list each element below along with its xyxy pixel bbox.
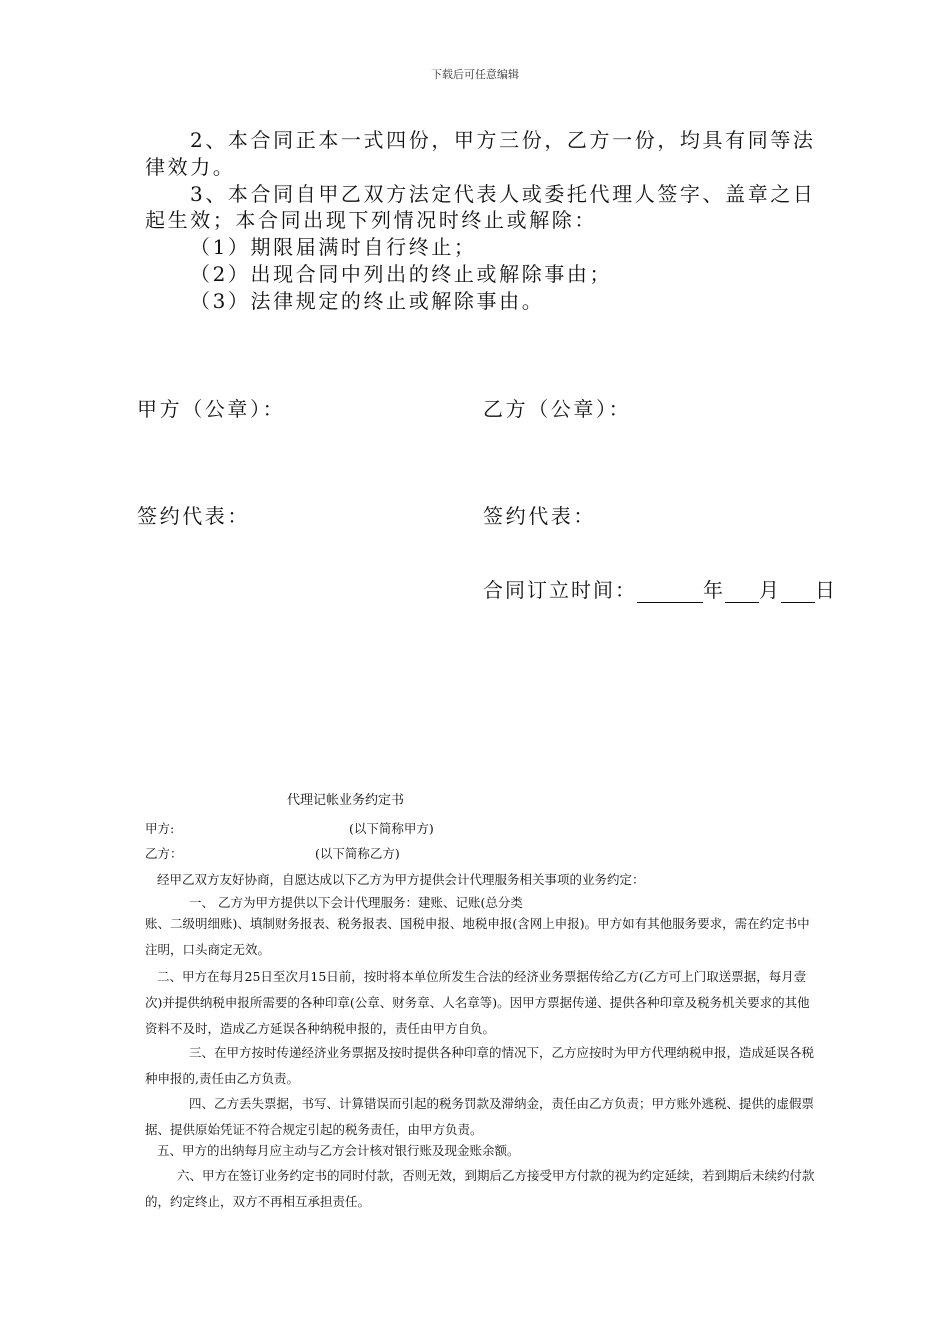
page-header: 下载后可任意编辑 [431,68,519,81]
agreement-clause-6: 六、甲方在签订业务约定书的同时付款，否则无效，到期后乙方接受甲方付款的视为约定延续，若到期后未续约付款的，约定终止，双方不再相互承担责任。 [145,1168,815,1209]
agreement-clause-1-continued: 账、二级明细账)、填制财务报表、税务报表、国税申报、地税申报(含网上申报)。甲方如有其他服务要求，需在约定书中注明，口头商定无效。 [145,916,810,957]
clause-2-line-2: 律效力。 [145,155,236,179]
year-blank[interactable] [637,582,703,603]
contract-date-line [483,574,837,603]
agreement-title: 代理记帐业务约定书 [287,793,405,808]
agreement-party-a-label: 甲方: [145,821,175,836]
clause-3-item-1: （1）期限届满时自行终止； [190,235,477,259]
agreement-party-b-note: (以下简称乙方) [315,846,400,861]
clause-3-item-2: （2）出现合同中列出的终止或解除事由； [190,262,613,286]
agreement-clause-1-first-line: 一、 乙方为甲方提供以下会计代理服务：建账、记账(总分类 [189,895,523,910]
contract-date-label: 合同订立时间： [483,578,637,602]
party-a-representative-label: 签约代表： [137,504,250,528]
agreement-intro: 经甲乙双方友好协商，自愿达成以下乙方为甲方提供会计代理服务相关事项的业务约定： [157,872,645,887]
day-unit: 日 [815,578,837,602]
year-unit: 年 [703,578,725,602]
party-a-seal-label: 甲方（公章）： [137,397,286,421]
month-blank[interactable] [725,582,759,603]
agreement-clause-5: 五、甲方的出纳每月应主动与乙方会计核对银行账及现金账余额。 [157,1143,520,1158]
clause-3-line-1: 3、本合同自甲乙双方法定代表人或委托代理人签字、盖章之日 [190,182,816,206]
agreement-clause-3: 三、在甲方按时传递经济业务票据及按时提供各种印章的情况下，乙方应按时为甲方代理纳税申报，造成延误各税种申报的,责任由乙方负责。 [145,1045,815,1086]
agreement-clause-2: 二、甲方在每月25日至次月15日前，按时将本单位所发生合法的经济业务票据传给乙方(乙方可上门取送票据，每月壹次)并提供纳税申报所需要的各种印章(公章、财务章、人名章等)。因甲方票据传递、提供各种印章及税务机关要求的其他资料不及时，造成乙方延误各种纳税申报的，责任由甲方自负。 [145,969,810,1036]
agreement-party-b-label: 乙方： [145,846,183,861]
day-blank[interactable] [781,582,815,603]
clause-3-item-3: （3）法律规定的终止或解除事由。 [190,289,545,313]
agreement-party-a-note: (以下简称甲方) [349,821,434,836]
party-b-representative-label: 签约代表： [483,504,596,528]
agreement-clause-4: 四、乙方丢失票据，书写、计算错误而引起的税务罚款及滞纳金，责任由乙方负责；甲方账外逃税、提供的虚假票据、提供原始凭证不符合规定引起的税务责任，由甲方负责。 [145,1096,815,1137]
party-b-seal-label: 乙方（公章）： [483,397,632,421]
month-unit: 月 [759,578,781,602]
clause-3-line-2: 起生效；本合同出现下列情况时终止或解除： [145,208,597,232]
clause-2-line-1: 2、本合同正本一式四份，甲方三份，乙方一份，均具有同等法 [190,128,816,152]
